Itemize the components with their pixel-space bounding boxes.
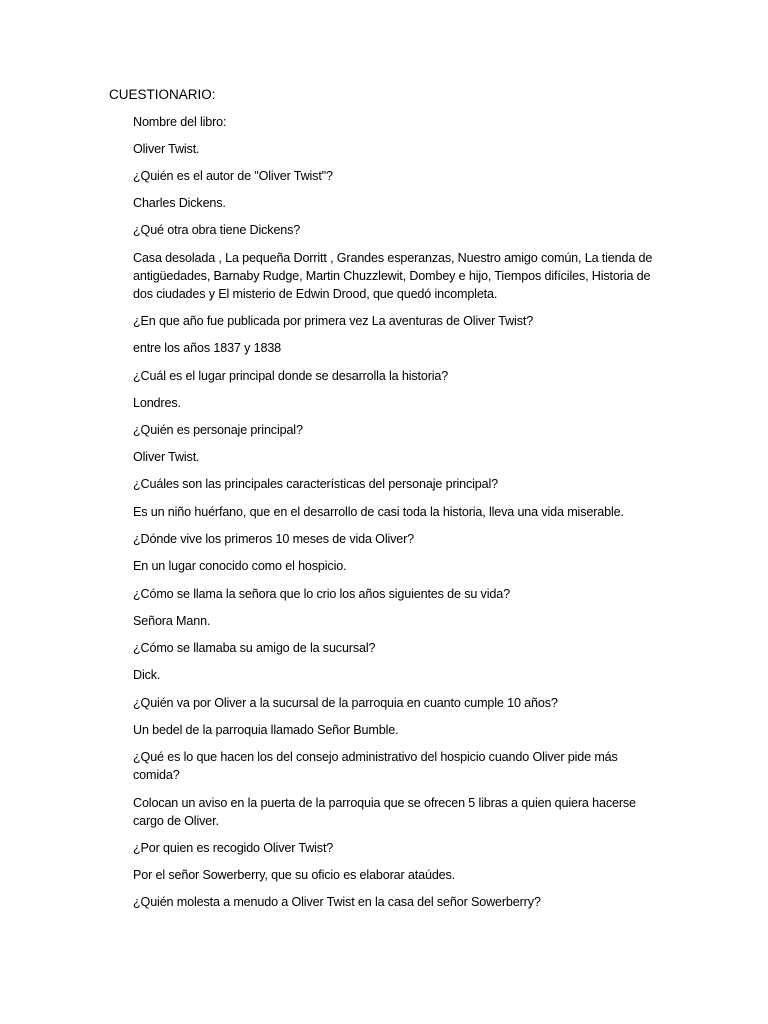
answer-publication-year: entre los años 1837 y 1838 [133,341,282,355]
question-book-name: Nombre del libro: [133,115,227,129]
answer-author: Charles Dickens. [133,196,226,210]
question-first-months: ¿Dónde vive los primeros 10 meses de vida Oliver? [133,532,415,546]
question-council-action: ¿Qué es lo que hacen los del consejo administrativo del hospicio cuando Oliver pide más comida? [133,750,618,783]
question-taken-by: ¿Por quien es recogido Oliver Twist? [133,841,334,855]
question-who-fetches: ¿Quién va por Oliver a la sucursal de la parroquia en cuanto cumple 10 años? [133,696,558,710]
answer-who-fetches: Un bedel de la parroquia llamado Señor Bumble. [133,723,399,737]
document-title: CUESTIONARIO: [109,87,216,102]
question-author: ¿Quién es el autor de "Oliver Twist"? [133,169,333,183]
question-main-character: ¿Quién es personaje principal? [133,423,303,437]
question-caretaker: ¿Cómo se llama la señora que lo crio los años siguientes de su vida? [133,587,510,601]
question-main-place: ¿Cuál es el lugar principal donde se desarrolla la historia? [133,369,449,383]
answer-council-action: Colocan un aviso en la puerta de la parroquia que se ofrecen 5 libras a quien quiera hacerse cargo de Oliver. [133,796,636,829]
answer-first-months: En un lugar conocido como el hospicio. [133,559,347,573]
answer-other-works: Casa desolada , La pequeña Dorritt , Grandes esperanzas, Nuestro amigo común, La tienda de antigüedades, Barnaby Rudge, Martin Chuzzlewit, Dombey e hijo, Tiempos difíciles, Historia de dos ciudades y El misterio de Edwin Drood, que quedó incompleta. [133,251,653,302]
answer-book-name: Oliver Twist. [133,142,200,156]
answer-main-character: Oliver Twist. [133,450,200,464]
answer-friend: Dick. [133,668,161,682]
answer-main-place: Londres. [133,396,181,410]
question-other-works: ¿Qué otra obra tiene Dickens? [133,223,301,237]
question-character-traits: ¿Cuáles son las principales características del personaje principal? [133,477,498,491]
answer-character-traits: Es un niño huérfano, que en el desarrollo de casi toda la historia, lleva una vida miserable. [133,505,624,519]
answer-taken-by: Por el señor Sowerberry, que su oficio es elaborar ataúdes. [133,868,456,882]
question-who-bothers: ¿Quién molesta a menudo a Oliver Twist en la casa del señor Sowerberry? [133,895,541,909]
question-friend: ¿Cómo se llamaba su amigo de la sucursal? [133,641,376,655]
question-publication-year: ¿En que año fue publicada por primera vez La aventuras de Oliver Twist? [133,314,534,328]
answer-caretaker: Señora Mann. [133,614,211,628]
